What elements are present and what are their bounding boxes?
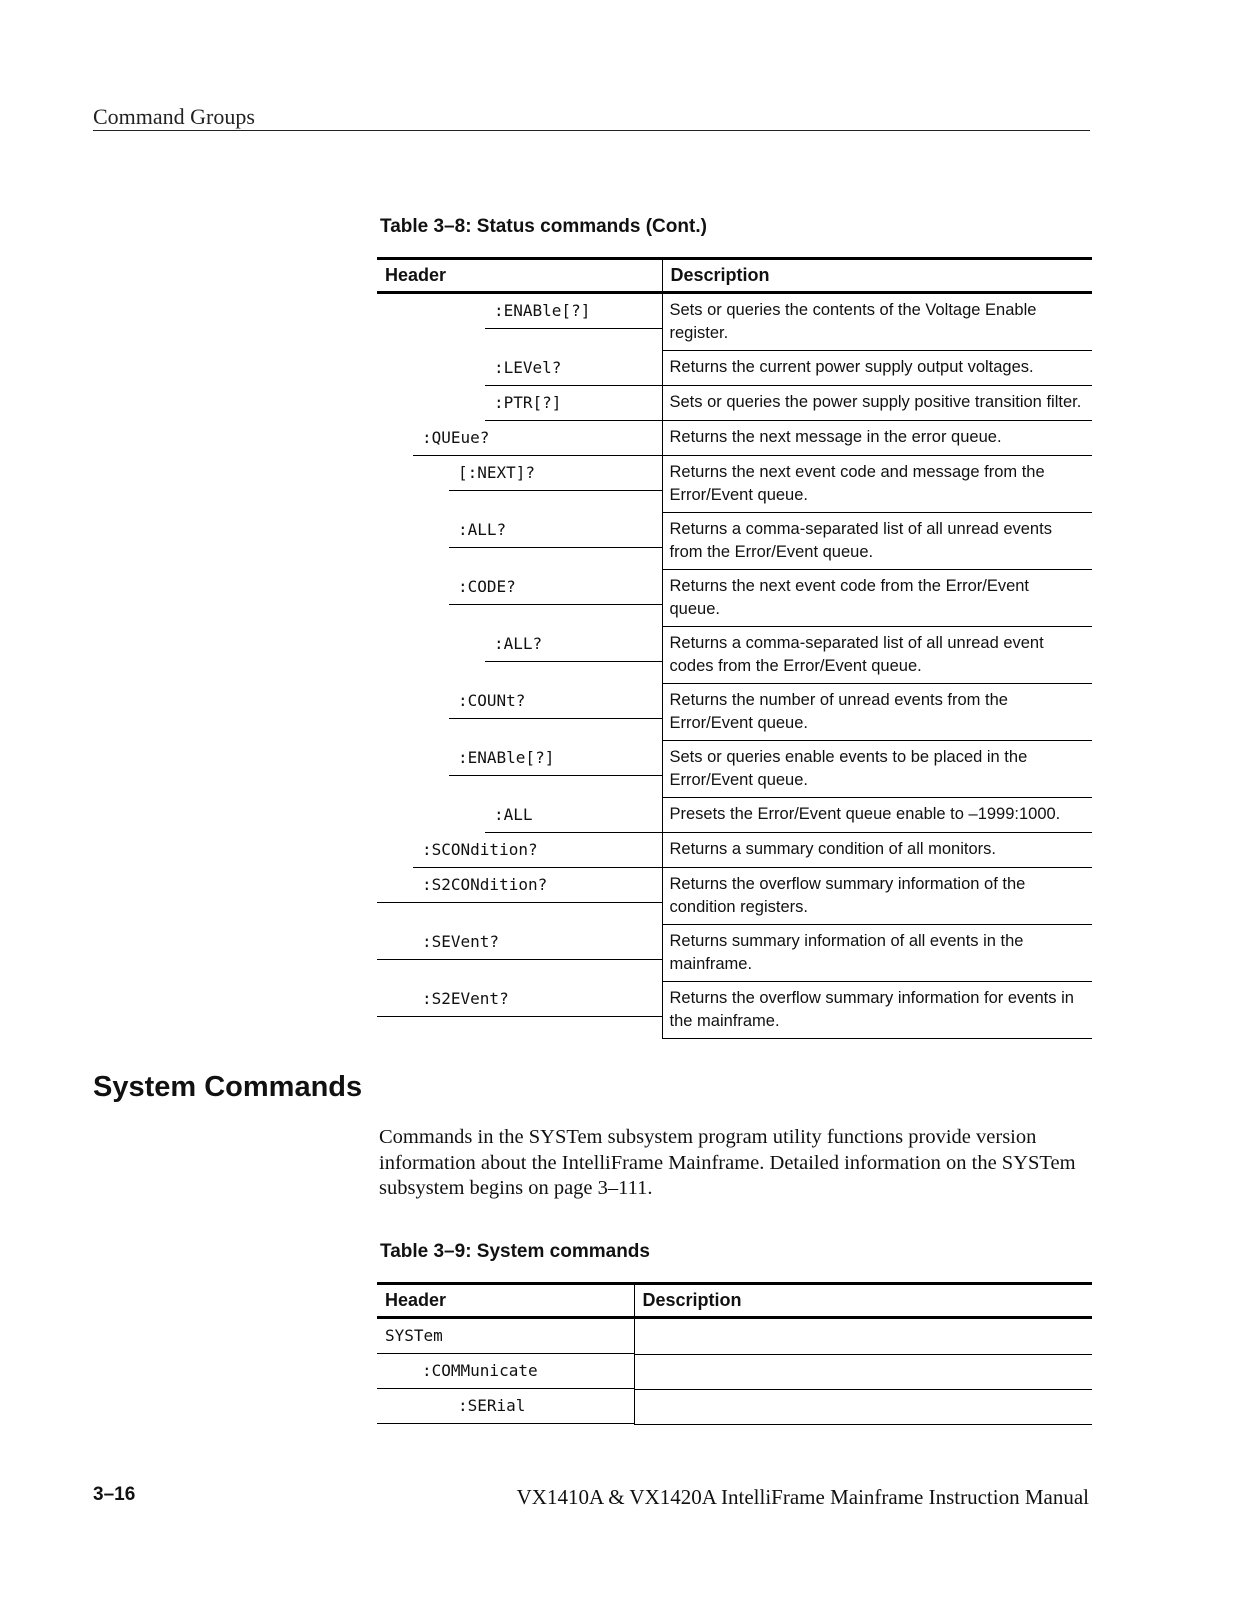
- table-row: [377, 833, 1092, 868]
- command-header: :PTR[?]: [485, 386, 662, 421]
- command-description: Returns the overflow summary information of the condition registers.: [662, 868, 1092, 925]
- command-header: :SCONdition?: [413, 833, 662, 868]
- table-row: [377, 351, 1092, 386]
- table-row: [377, 570, 1092, 627]
- command-description: Returns the next event code and message from the Error/Event queue.: [662, 456, 1092, 513]
- command-header: :ALL?: [449, 513, 662, 548]
- section-paragraph: Commands in the SYSTem subsystem program utility functions provide version information about the IntelliFrame Mainframe. Detailed information on the SYSTem subsystem begins on page 3–111.: [379, 1126, 1076, 1199]
- table-header-row: [377, 259, 1092, 293]
- column-header-description: Description: [662, 259, 1092, 293]
- command-header: :S2CONdition?: [377, 868, 662, 903]
- command-description: Sets or queries the power supply positive transition filter.: [662, 386, 1092, 421]
- command-header: :COMMunicate: [377, 1354, 634, 1389]
- table-row: [377, 684, 1092, 741]
- section-title: System Commands: [93, 1071, 363, 1103]
- command-description: [634, 1354, 1092, 1389]
- column-header-description: Description: [634, 1284, 1092, 1318]
- table-header-row: [377, 1284, 1092, 1318]
- command-header: :ALL?: [485, 627, 662, 662]
- command-description: Returns a summary condition of all monitors.: [662, 833, 1092, 868]
- command-header: SYSTem: [377, 1319, 634, 1354]
- column-header-header: Header: [377, 1284, 634, 1318]
- command-header: :LEVel?: [485, 351, 662, 386]
- command-header: :ALL: [485, 798, 662, 833]
- table-3-9-caption: Table 3–9: System commands: [380, 1241, 650, 1262]
- command-header: :SERial: [377, 1389, 634, 1424]
- command-description: Returns a comma-separated list of all unread events from the Error/Event queue.: [662, 513, 1092, 570]
- command-description: Returns a comma-separated list of all unread event codes from the Error/Event queue.: [662, 627, 1092, 684]
- command-header: :S2EVent?: [377, 982, 662, 1017]
- command-header: :QUEue?: [413, 421, 662, 456]
- command-header: :ENABle[?]: [449, 741, 662, 776]
- table-row: [377, 798, 1092, 833]
- command-description: Returns the number of unread events from the Error/Event queue.: [662, 684, 1092, 741]
- command-header: [:NEXT]?: [449, 456, 662, 491]
- header-rule: [93, 130, 1090, 131]
- table-row: [377, 982, 1092, 1039]
- command-description: [634, 1389, 1092, 1424]
- command-header: :SEVent?: [377, 925, 662, 960]
- table-row: [377, 513, 1092, 570]
- manual-title: VX1410A & VX1420A IntelliFrame Mainframe Instruction Manual: [516, 1485, 1089, 1509]
- command-header: :COUNt?: [449, 684, 662, 719]
- command-description: Sets or queries the contents of the Voltage Enable register.: [662, 293, 1092, 351]
- table-row: [377, 293, 1092, 351]
- system-commands-table: [377, 1282, 1092, 1425]
- table-row: [377, 1354, 1092, 1389]
- table-row: [377, 925, 1092, 982]
- table-row: [377, 456, 1092, 513]
- table-row: [377, 421, 1092, 456]
- table-row: [377, 386, 1092, 421]
- command-description: Returns the overflow summary information for events in the mainframe.: [662, 982, 1092, 1039]
- column-header-header: Header: [377, 259, 662, 293]
- table-3-8-caption: Table 3–8: Status commands (Cont.): [380, 216, 707, 237]
- command-header: :CODE?: [449, 570, 662, 605]
- running-head: Command Groups: [93, 104, 255, 129]
- status-commands-table: [377, 257, 1092, 1039]
- page-number: 3–16: [93, 1484, 136, 1505]
- command-description: Returns summary information of all events in the mainframe.: [662, 925, 1092, 982]
- table-row: [377, 868, 1092, 925]
- table-row: [377, 741, 1092, 798]
- command-description: Presets the Error/Event queue enable to –1999:1000.: [662, 798, 1092, 833]
- command-header: :ENABle[?]: [485, 294, 662, 329]
- command-description: Sets or queries enable events to be placed in the Error/Event queue.: [662, 741, 1092, 798]
- table-row: [377, 1389, 1092, 1424]
- command-description: Returns the next event code from the Error/Event queue.: [662, 570, 1092, 627]
- command-description: [634, 1318, 1092, 1355]
- command-description: Returns the next message in the error queue.: [662, 421, 1092, 456]
- command-description: Returns the current power supply output voltages.: [662, 351, 1092, 386]
- table-row: [377, 1318, 1092, 1355]
- table-row: [377, 627, 1092, 684]
